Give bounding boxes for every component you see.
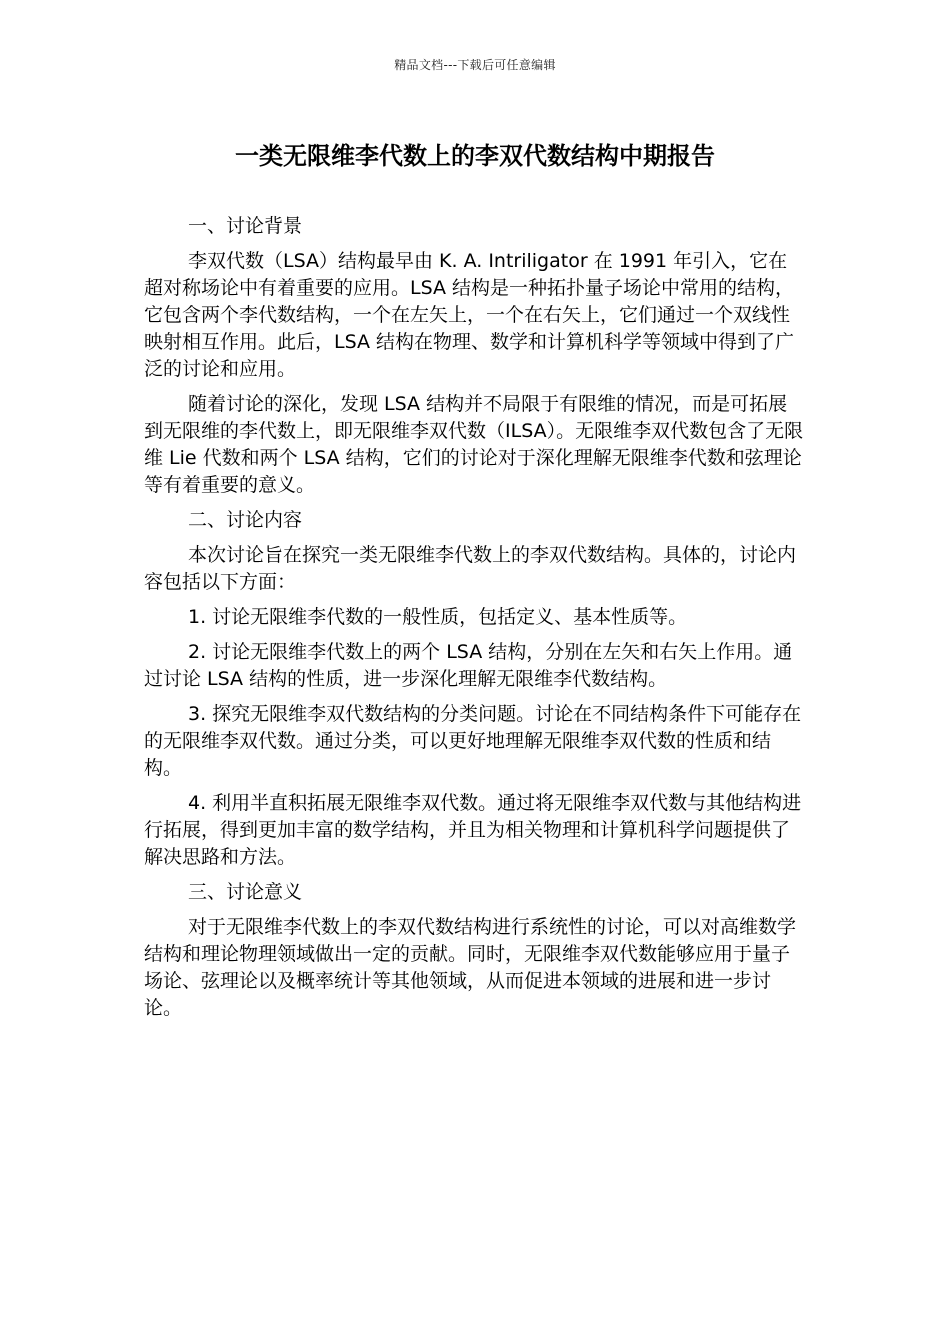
- list-item-4: 4. 利用半直积拓展无限维李双代数。通过将无限维李双代数与其他结构进行拓展，得到更加丰富的数学结构，并且为相关物理和计算机科学问题提供了解决思路和方法。: [144, 792, 802, 868]
- list-item-2: 2. 讨论无限维李代数上的两个 LSA 结构，分别在左矢和右矢上作用。通过讨论 LSA 结构的性质，进一步深化理解无限维李代数结构。: [144, 641, 793, 690]
- list-item-1: 1. 讨论无限维李代数的一般性质，包括定义、基本性质等。: [188, 606, 688, 628]
- list-item-3: 3. 探究无限维李双代数结构的分类问题。讨论在不同结构条件下可能存在的无限维李双代数。通过分类，可以更好地理解无限维李双代数的性质和结构。: [144, 703, 802, 779]
- section-heading-significance: 三、讨论意义: [188, 881, 303, 903]
- paragraph-content-intro: 本次讨论旨在探究一类无限维李代数上的李双代数结构。具体的，讨论内容包括以下方面：: [144, 544, 797, 593]
- section-heading-content: 二、讨论内容: [188, 509, 303, 531]
- paragraph-background-2: 随着讨论的深化，发现 LSA 结构并不局限于有限维的情况，而是可拓展到无限维的李代数上，即无限维李双代数（ILSA）。无限维李双代数包含了无限维 Lie 代数和两个 LSA 结构，它们的讨论对于深化理解无限维李代数和弦理论等有着重要的意义。: [144, 393, 804, 496]
- paragraph-background-1: 李双代数（LSA）结构最早由 K. A. Intriligator 在 1991 年引入，它在超对称场论中有着重要的应用。LSA 结构是一种拓扑量子场论中常用的结构，它包含两个李代数结构，一个在左矢上，一个在右矢上，它们通过一个双线性映射相互作用。此后，LSA 结构在物理、数学和计算机科学等领域中得到了广泛的讨论和应用。: [144, 250, 795, 380]
- section-heading-background: 一、讨论背景: [188, 215, 303, 237]
- document-body: [144, 213, 804, 1030]
- running-header: 精品文档---下载后可任意编辑: [394, 58, 556, 72]
- document-title: 一类无限维李代数上的李双代数结构中期报告: [235, 142, 715, 170]
- paragraph-significance: 对于无限维李代数上的李双代数结构进行系统性的讨论，可以对高维数学结构和理论物理领域做出一定的贡献。同时，无限维李双代数能够应用于量子场论、弦理论以及概率统计等其他领域，从而促进本领域的进展和进一步讨论。: [144, 916, 797, 1019]
